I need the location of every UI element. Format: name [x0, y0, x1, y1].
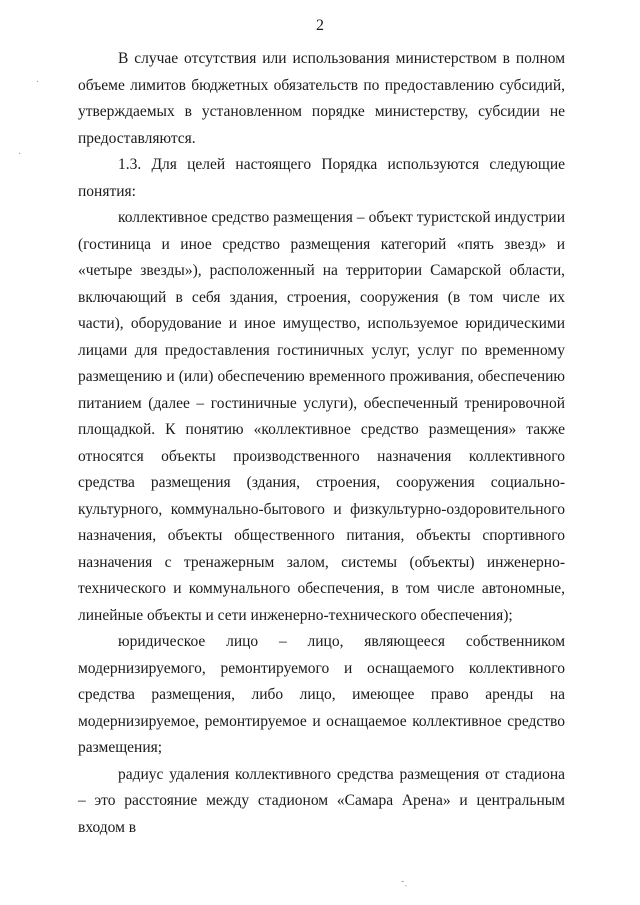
page-number: 2: [316, 17, 324, 34]
paragraph-definitions-intro: 1.3. Для целей настоящего Порядка используются следующие понятия:: [78, 156, 565, 200]
paragraph-definition-radius: радиус удаления коллективного средства размещения от стадиона – это расстояние между стадионом «Самара Арена» и центральным входом в: [78, 765, 565, 836]
body-text: [78, 46, 565, 841]
paragraph-budget-limits: В случае отсутствия или использования министерством в полном объеме лимитов бюджетных обязательств по предоставлению субсидий, утверждаемых в установленном порядке министерству, субсидии не предоставляются.: [78, 50, 565, 147]
paragraph-definition-legal-entity: юридическое лицо – лицо, являющееся собственником модернизируемого, ремонтируемого и оснащаемого коллективного средства размещения, либо лицо, имеющее право аренды на модернизируемое, ремонтируемое и оснащаемое коллективное средство размещения;: [78, 633, 565, 756]
scan-artifact: ·: [36, 77, 40, 88]
scan-artifact: ‐ˏ: [401, 876, 408, 887]
scan-artifact: ·: [18, 149, 22, 160]
paragraph-definition-accommodation: коллективное средство размещения – объект туристской индустрии (гостиница и иное средство размещения категорий «пять звезд» и «четыре звезды»), расположенный на территории Самарской области, включающий в себя здания, строения, сооружения (в том числе их части), оборудование и иное имущество, используемое юридическими лицами для предоставления гостиничных услуг, услуг по временному размещению и (или) обеспечению временного проживания, обеспечению питанием (далее – гостиничные услуги), обеспеченный тренировочной площадкой. К понятию «коллективное средство размещения» также относятся объекты производственного назначения коллективного средства размещения (здания, строения, сооружения социально-культурного, коммунально-бытового и физкультурно-оздоровительного назначения, объекты общественного питания, объекты спортивного назначения с тренажерным залом, системы (объекты) инженерно-технического и коммунального обеспечения, в том числе автономные, линейные объекты и сети инженерно-технического обеспечения);: [78, 209, 565, 624]
